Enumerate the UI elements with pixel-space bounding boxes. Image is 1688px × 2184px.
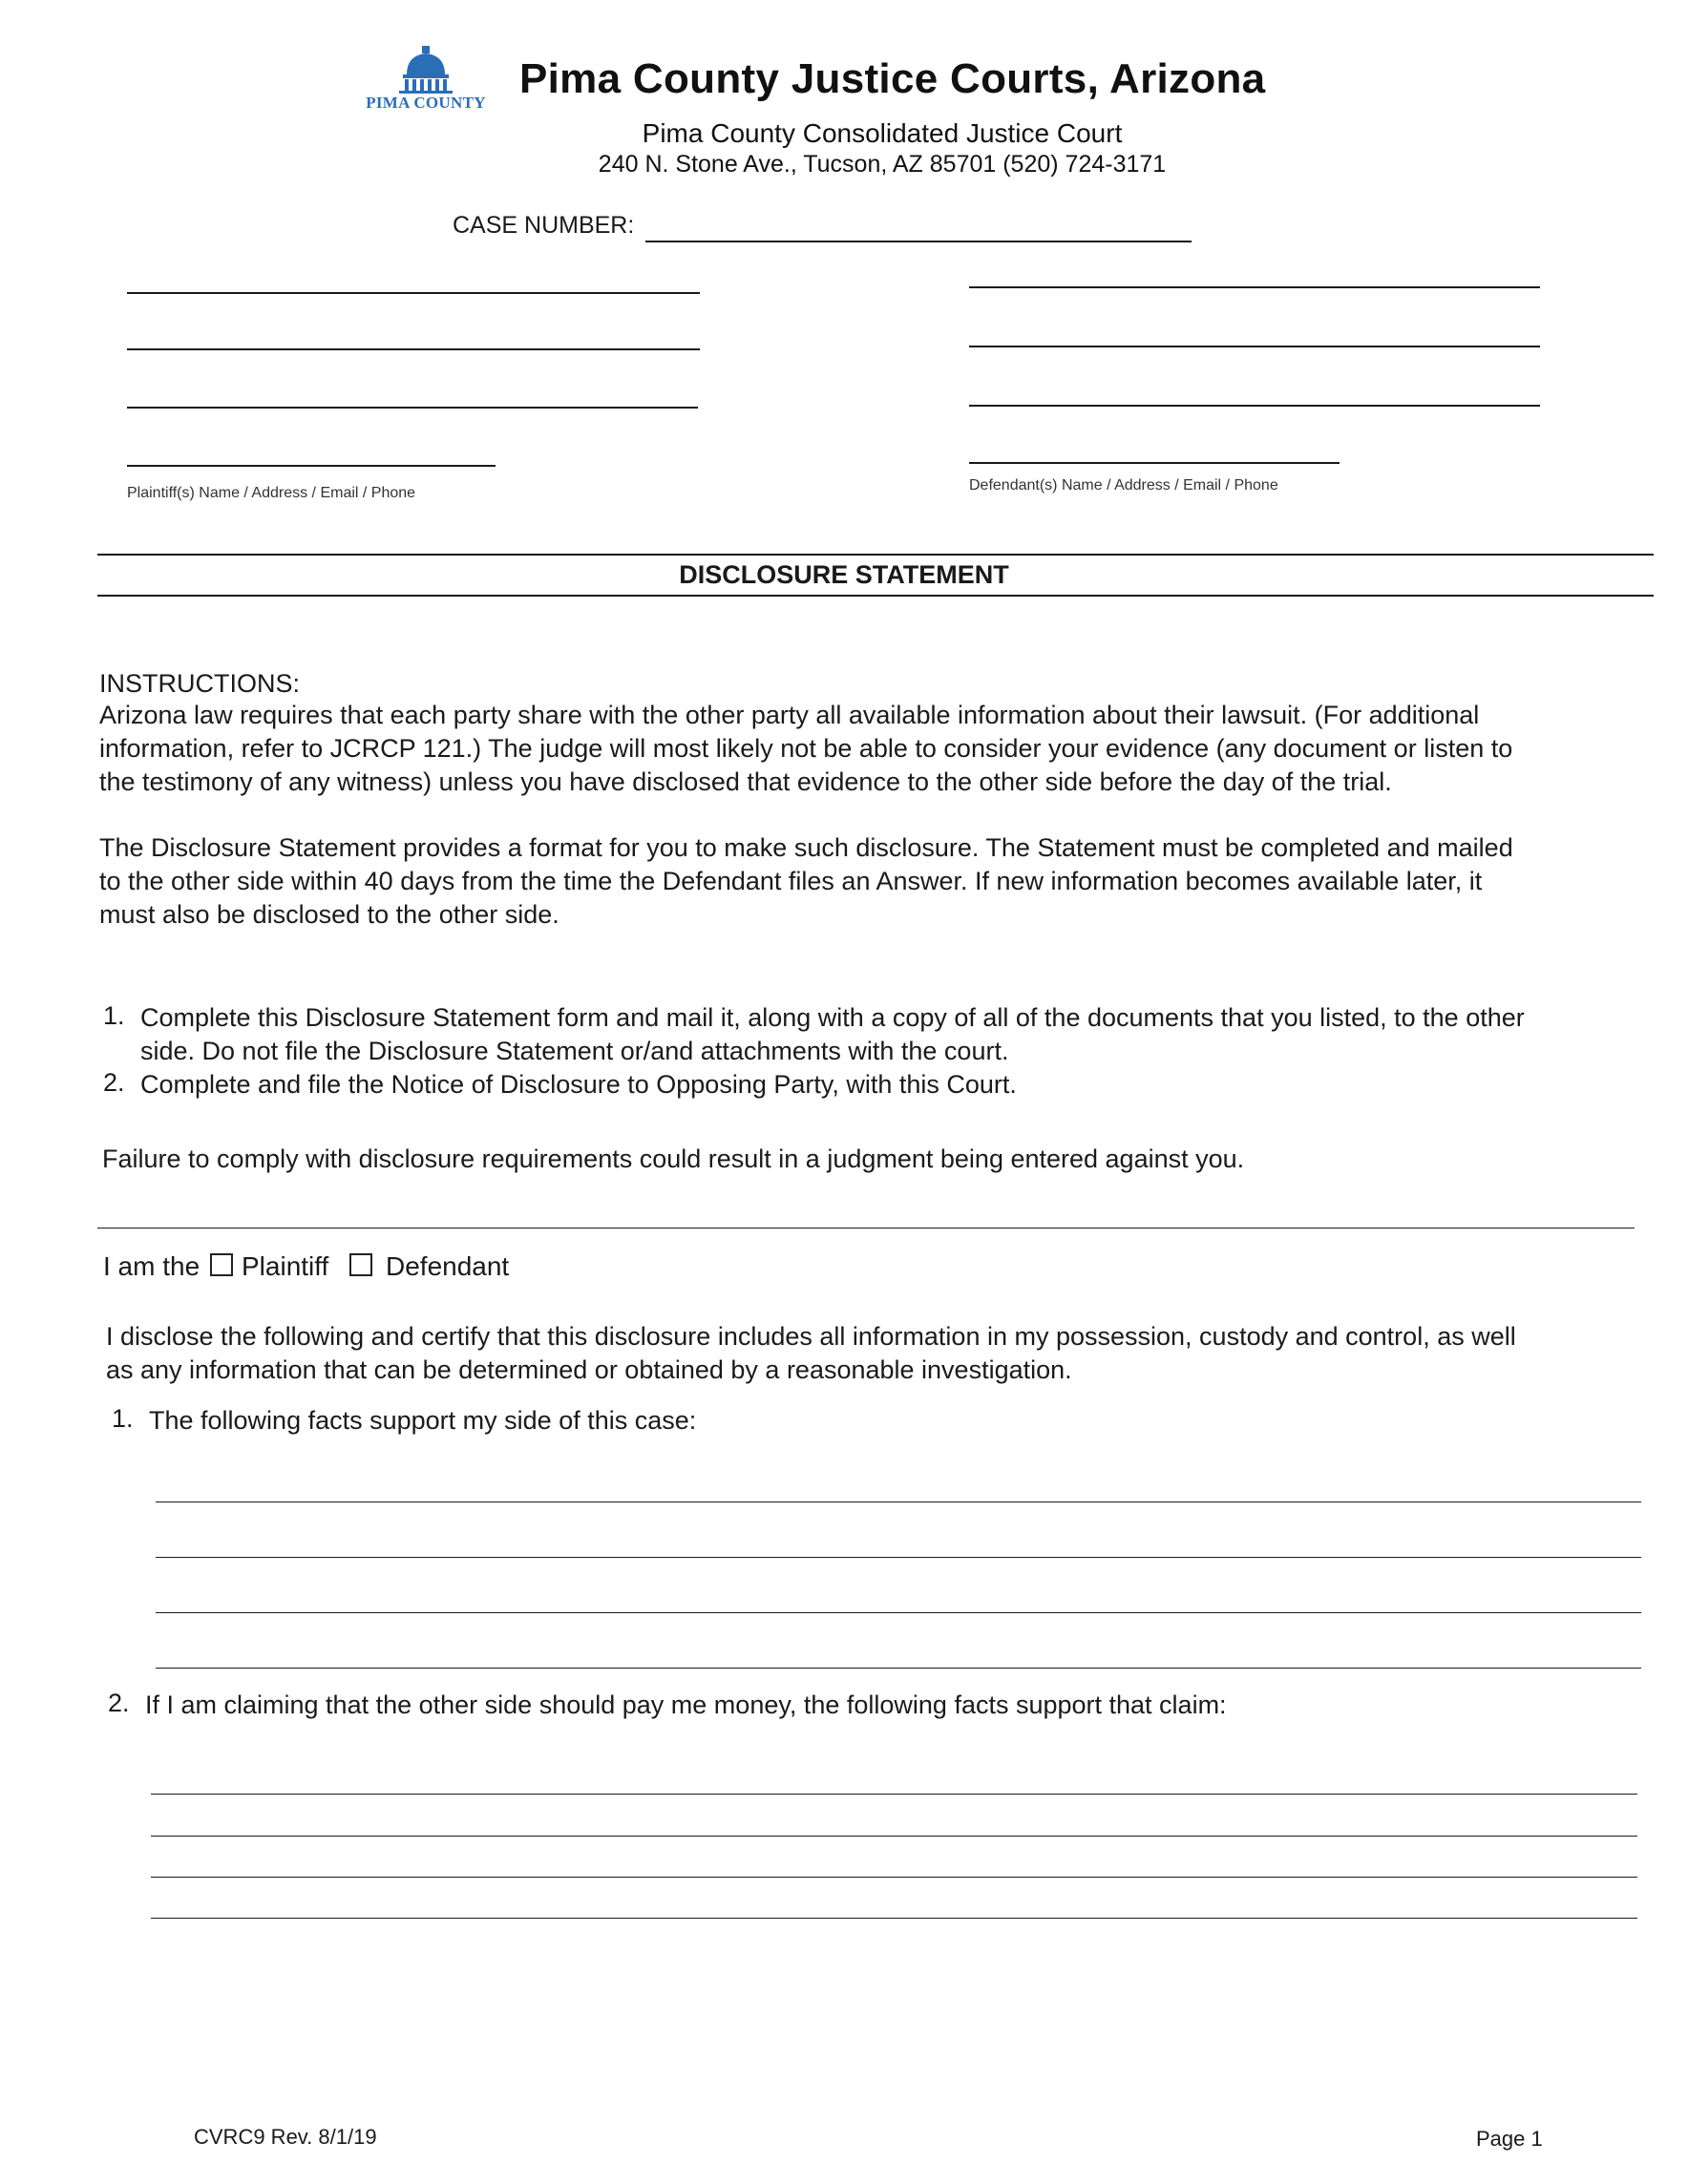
court-subtitle: Pima County Consolidated Justice Court [642,118,1123,148]
answer-2-line-2[interactable] [151,1836,1637,1837]
certify-line: I disclose the following and certify that this disclosure includes all information in my possession, custody and control, as well [106,1322,1516,1351]
document-title: DISCLOSURE STATEMENT [679,560,1009,589]
title-rule-top [97,554,1654,556]
plaintiff-line-1[interactable] [127,292,700,294]
answer-1-line-4[interactable] [156,1668,1641,1669]
step-number: 1. [103,1001,125,1030]
defendant-line-1[interactable] [969,286,1540,288]
plaintiff-line-4[interactable] [127,465,496,467]
defendant-line-3[interactable] [969,405,1540,407]
plaintiff-checkbox-label: Plaintiff [242,1251,329,1281]
court-address: 240 N. Stone Ave., Tucson, AZ 85701 (520) 724-3171 [598,151,1167,178]
step-line: side. Do not file the Disclosure Statement or/and attachments with the court. [140,1037,1009,1065]
paragraph-line: information, refer to JCRCP 121.) The judge will most likely not be able to consider your evidence (any document or listen to [99,734,1513,763]
warning-text: Failure to comply with disclosure requirements could result in a judgment being entered against you. [102,1144,1245,1173]
form-revision: CVRC9 Rev. 8/1/19 [194,2125,377,2149]
instructions-paragraph-1 [99,699,1627,799]
instructions-heading: INSTRUCTIONS: [99,669,301,698]
question-2-text: If I am claiming that the other side should pay me money, the following facts support that claim: [145,1690,1227,1719]
defendant-caption: Defendant(s) Name / Address / Email / Phone [969,477,1278,494]
answer-1-line-2[interactable] [156,1557,1641,1558]
case-number-label: CASE NUMBER: [453,212,635,239]
page-number: Page 1 [1476,2127,1543,2151]
title-rule-bottom [97,595,1654,597]
defendant-line-2[interactable] [969,346,1540,347]
step-number: 2. [103,1068,125,1097]
plaintiff-checkbox[interactable] [210,1253,233,1276]
paragraph-line: Arizona law requires that each party share with the other party all available information about their lawsuit. (For additional [99,701,1480,729]
question-number: 2. [108,1689,130,1717]
paragraph-line: to the other side within 40 days from the time the Defendant files an Answer. If new information becomes available later, it [99,867,1483,895]
step-2-text [140,1068,1630,1102]
question-number: 1. [112,1404,134,1433]
answer-2-line-4[interactable] [151,1918,1637,1919]
plaintiff-line-2[interactable] [127,348,700,350]
answer-2-line-3[interactable] [151,1877,1637,1878]
case-number-field[interactable] [645,241,1192,242]
step-line: Complete and file the Notice of Disclosure to Opposing Party, with this Court. [140,1070,1017,1099]
answer-1-line-3[interactable] [156,1612,1641,1613]
question-1-text: The following facts support my side of this case: [149,1406,697,1435]
plaintiff-caption: Plaintiff(s) Name / Address / Email / Phone [127,485,416,501]
defendant-checkbox[interactable] [349,1253,372,1276]
certify-paragraph [106,1320,1653,1387]
answer-2-line-1[interactable] [151,1794,1637,1795]
paragraph-line: the testimony of any witness) unless you have disclosed that evidence to the other side before the day of the trial. [99,767,1392,796]
defendant-line-4[interactable] [969,462,1340,464]
logo-text: PIMA COUNTY [366,94,486,112]
paragraph-line: The Disclosure Statement provides a format for you to make such disclosure. The Statement must be completed and mailed [99,833,1513,862]
certify-line: as any information that can be determined or obtained by a reasonable investigation. [106,1355,1072,1384]
step-line: Complete this Disclosure Statement form and mail it, along with a copy of all of the documents that you listed, to the other [140,1003,1525,1032]
instructions-paragraph-2 [99,831,1627,932]
plaintiff-line-3[interactable] [127,407,698,409]
party-prefix: I am the [103,1251,200,1281]
court-title: Pima County Justice Courts, Arizona [519,55,1266,102]
step-1-text [140,1001,1630,1068]
defendant-checkbox-label: Defendant [386,1251,510,1281]
paragraph-line: must also be disclosed to the other side. [99,900,559,929]
